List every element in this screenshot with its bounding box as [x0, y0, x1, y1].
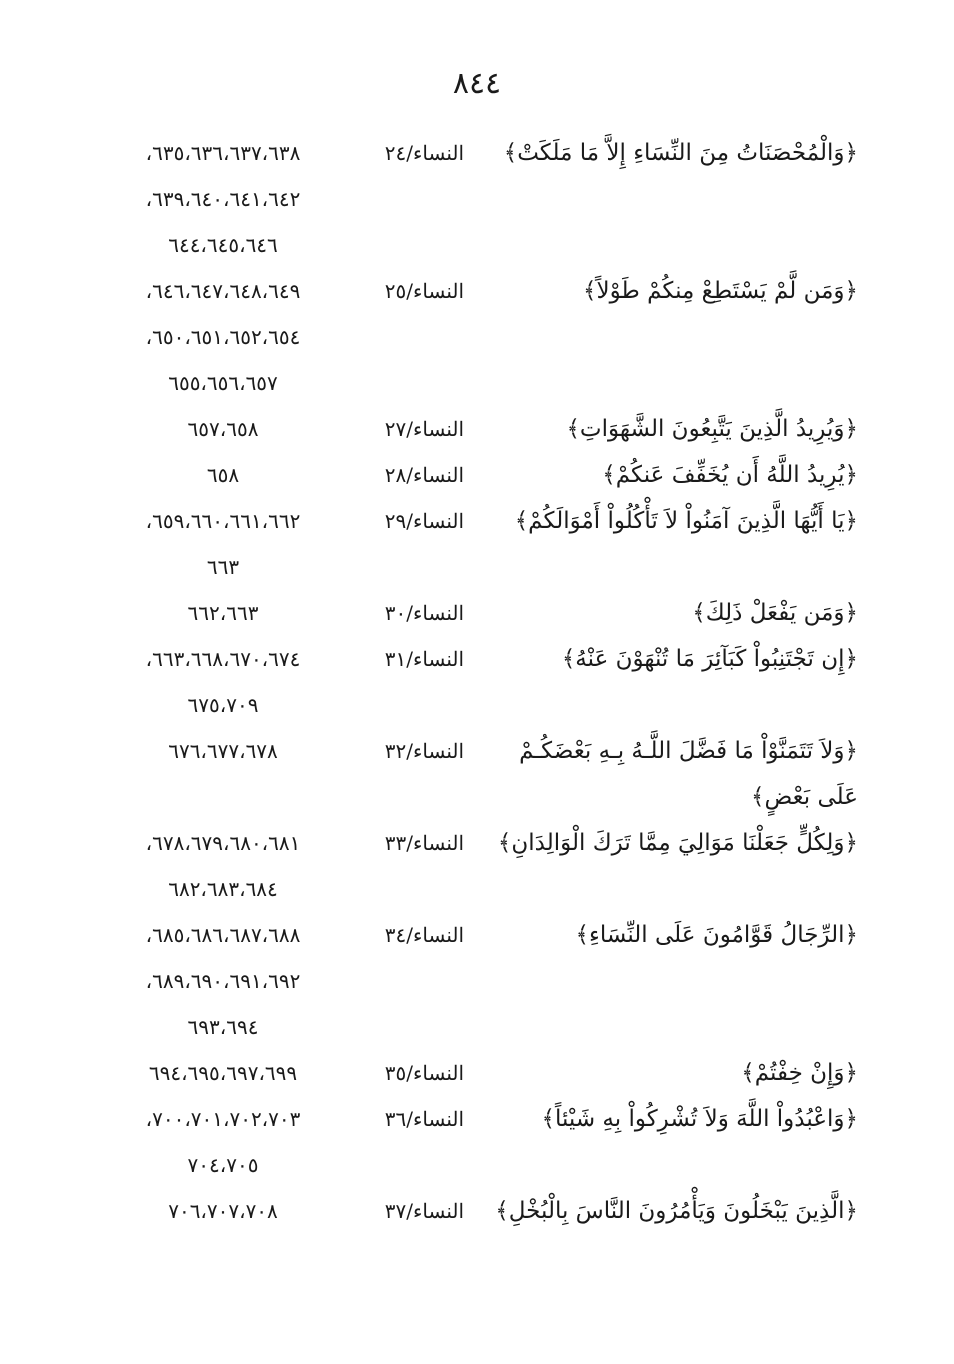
verse-text: ﴿وَمَن لَّمْ يَسْتَطِعْ مِنكُمْ طَوْلاً﴾: [583, 278, 858, 304]
page-references: [88, 130, 358, 268]
verse-text: ﴿وَإِنْ خِفْتُمْ﴾: [741, 1060, 858, 1086]
surah-reference: النساء/٢٥: [384, 279, 464, 303]
index-entry: [88, 1188, 858, 1234]
page-reference-line: ٦٩٤،٦٩٥،٦٩٧،٦٩٩: [148, 1061, 298, 1085]
page-references: [88, 912, 358, 1050]
page-reference-line: ٦٧٨،٦٧٩،٦٨٠،٦٨١،: [145, 831, 301, 855]
page-reference-line: ٦٦٣: [206, 555, 240, 579]
index-entry: [88, 130, 858, 268]
page-reference-line: ٦٥٨: [206, 463, 240, 487]
page-reference-line: ٧٠٦،٧٠٧،٧٠٨: [168, 1199, 278, 1223]
verse-text: ﴿وَاعْبُدُواْ اللَّهَ وَلاَ تُشْرِكُواْ بِهِ شَيْئاً﴾: [541, 1106, 858, 1132]
page-reference-line: ٦٤٤،٦٤٥،٦٤٦: [168, 233, 278, 257]
page-reference-line: ٦٩٣،٦٩٤: [187, 1015, 259, 1039]
page-references: [88, 498, 358, 590]
verse-text: ﴿وَالْمُحْصَنَاتُ مِنَ النِّسَاءِ إِلاَّ مَا مَلَكَتْ﴾: [503, 140, 858, 166]
page-reference-line: ٦٥٩،٦٦٠،٦٦١،٦٦٢،: [145, 509, 301, 533]
surah-reference: النساء/٣٠: [384, 601, 464, 625]
page-reference-line: ٦٣٩،٦٤٠،٦٤١،٦٤٢،: [145, 187, 301, 211]
page-reference-line: ٦٥٥،٦٥٦،٦٥٧: [168, 371, 278, 395]
page-reference-line: ٦٥٠،٦٥١،٦٥٢،٦٥٤،: [145, 325, 301, 349]
page-references: [88, 268, 358, 406]
page-reference-line: ٦٧٦،٦٧٧،٦٧٨: [168, 739, 278, 763]
index-entry: [88, 912, 858, 1050]
index-entry: [88, 728, 858, 820]
page-reference-line: ٦٨٩،٦٩٠،٦٩١،٦٩٢،: [145, 969, 301, 993]
page-references: [88, 1096, 358, 1188]
verse-text: ﴿الَّذِينَ يَبْخَلُونَ وَيَأْمُرُونَ النَّاسَ بِالْبُخْلِ﴾: [495, 1198, 858, 1224]
index-entry: [88, 498, 858, 590]
page-reference-line: ٦٦٣،٦٦٨،٦٧٠،٦٧٤،: [145, 647, 301, 671]
page-reference-line: ٦٧٥،٧٠٩: [187, 693, 259, 717]
surah-reference: النساء/٢٨: [384, 463, 464, 487]
page-reference-line: ٧٠٠،٧٠١،٧٠٢،٧٠٣،: [145, 1107, 301, 1131]
verse-text: ﴿وَيُرِيدُ الَّذِينَ يَتَّبِعُونَ الشَّهَوَاتِ﴾: [566, 416, 858, 442]
surah-reference: النساء/٣٦: [384, 1107, 464, 1131]
page-references: [88, 452, 358, 498]
page-reference-line: ٦٤٦،٦٤٧،٦٤٨،٦٤٩،: [145, 279, 301, 303]
verse-text: ﴿الرِّجَالُ قَوَّامُونَ عَلَى النِّسَاءِ﴾: [575, 922, 858, 948]
page-number: ٨٤٤: [452, 66, 502, 101]
surah-reference: النساء/٢٩: [384, 509, 464, 533]
index-entry: [88, 636, 858, 728]
index-entry: [88, 268, 858, 406]
surah-reference: النساء/٣٧: [384, 1199, 464, 1223]
verse-index-table: [88, 130, 858, 1234]
verse-text: ﴿يُرِيدُ اللَّهُ أَن يُخَفِّفَ عَنكُمْ﴾: [602, 462, 858, 488]
page-reference-line: ٦٥٧،٦٥٨: [187, 417, 259, 441]
page-reference-line: ٧٠٤،٧٠٥: [187, 1153, 259, 1177]
page-references: [88, 820, 358, 912]
verse-text: ﴿وَلاَ تَتَمَنَّوْاْ مَا فَضَّلَ اللَّـهُ بِـهِ بَعْضَكُـمْ عَلَى بَعْضٍ﴾: [519, 738, 858, 810]
page-reference-line: ٦٦٢،٦٦٣: [187, 601, 259, 625]
surah-reference: النساء/٣٢: [384, 739, 464, 763]
page-references: [88, 636, 358, 728]
page-reference-line: ٦٨٢،٦٨٣،٦٨٤: [168, 877, 278, 901]
verse-text: ﴿وَمَن يَفْعَلْ ذَلِكَ﴾: [692, 600, 858, 626]
index-entry: [88, 820, 858, 912]
surah-reference: النساء/٣٣: [384, 831, 464, 855]
verse-text: ﴿وَلِكُلٍّ جَعَلْنَا مَوَالِيَ مِمَّا تَرَكَ الْوَالِدَانِ﴾: [497, 830, 858, 856]
page-reference-line: ٦٨٥،٦٨٦،٦٨٧،٦٨٨،: [145, 923, 301, 947]
page-reference-line: ٦٣٥،٦٣٦،٦٣٧،٦٣٨،: [145, 141, 301, 165]
surah-reference: النساء/٢٤: [384, 141, 464, 165]
surah-reference: النساء/٢٧: [384, 417, 464, 441]
index-entry: [88, 452, 858, 498]
index-entry: [88, 590, 858, 636]
index-entry: [88, 1096, 858, 1188]
index-entry: [88, 1050, 858, 1096]
surah-reference: النساء/٣١: [384, 647, 464, 671]
surah-reference: النساء/٣٥: [384, 1061, 464, 1085]
index-entry: [88, 406, 858, 452]
surah-reference: النساء/٣٤: [384, 923, 464, 947]
page-references: [88, 590, 358, 636]
verse-text: ﴿إِن تَجْتَنِبُواْ كَبَآئِرَ مَا تُنْهَوْنَ عَنْهُ﴾: [561, 646, 858, 672]
page-references: [88, 1050, 358, 1096]
page-references: [88, 1188, 358, 1234]
page-references: [88, 406, 358, 452]
verse-text: ﴿يَا أَيُّهَا الَّذِينَ آمَنُواْ لاَ تَأْكُلُواْ أَمْوَالَكُمْ﴾: [514, 508, 858, 534]
page-references: [88, 728, 358, 774]
